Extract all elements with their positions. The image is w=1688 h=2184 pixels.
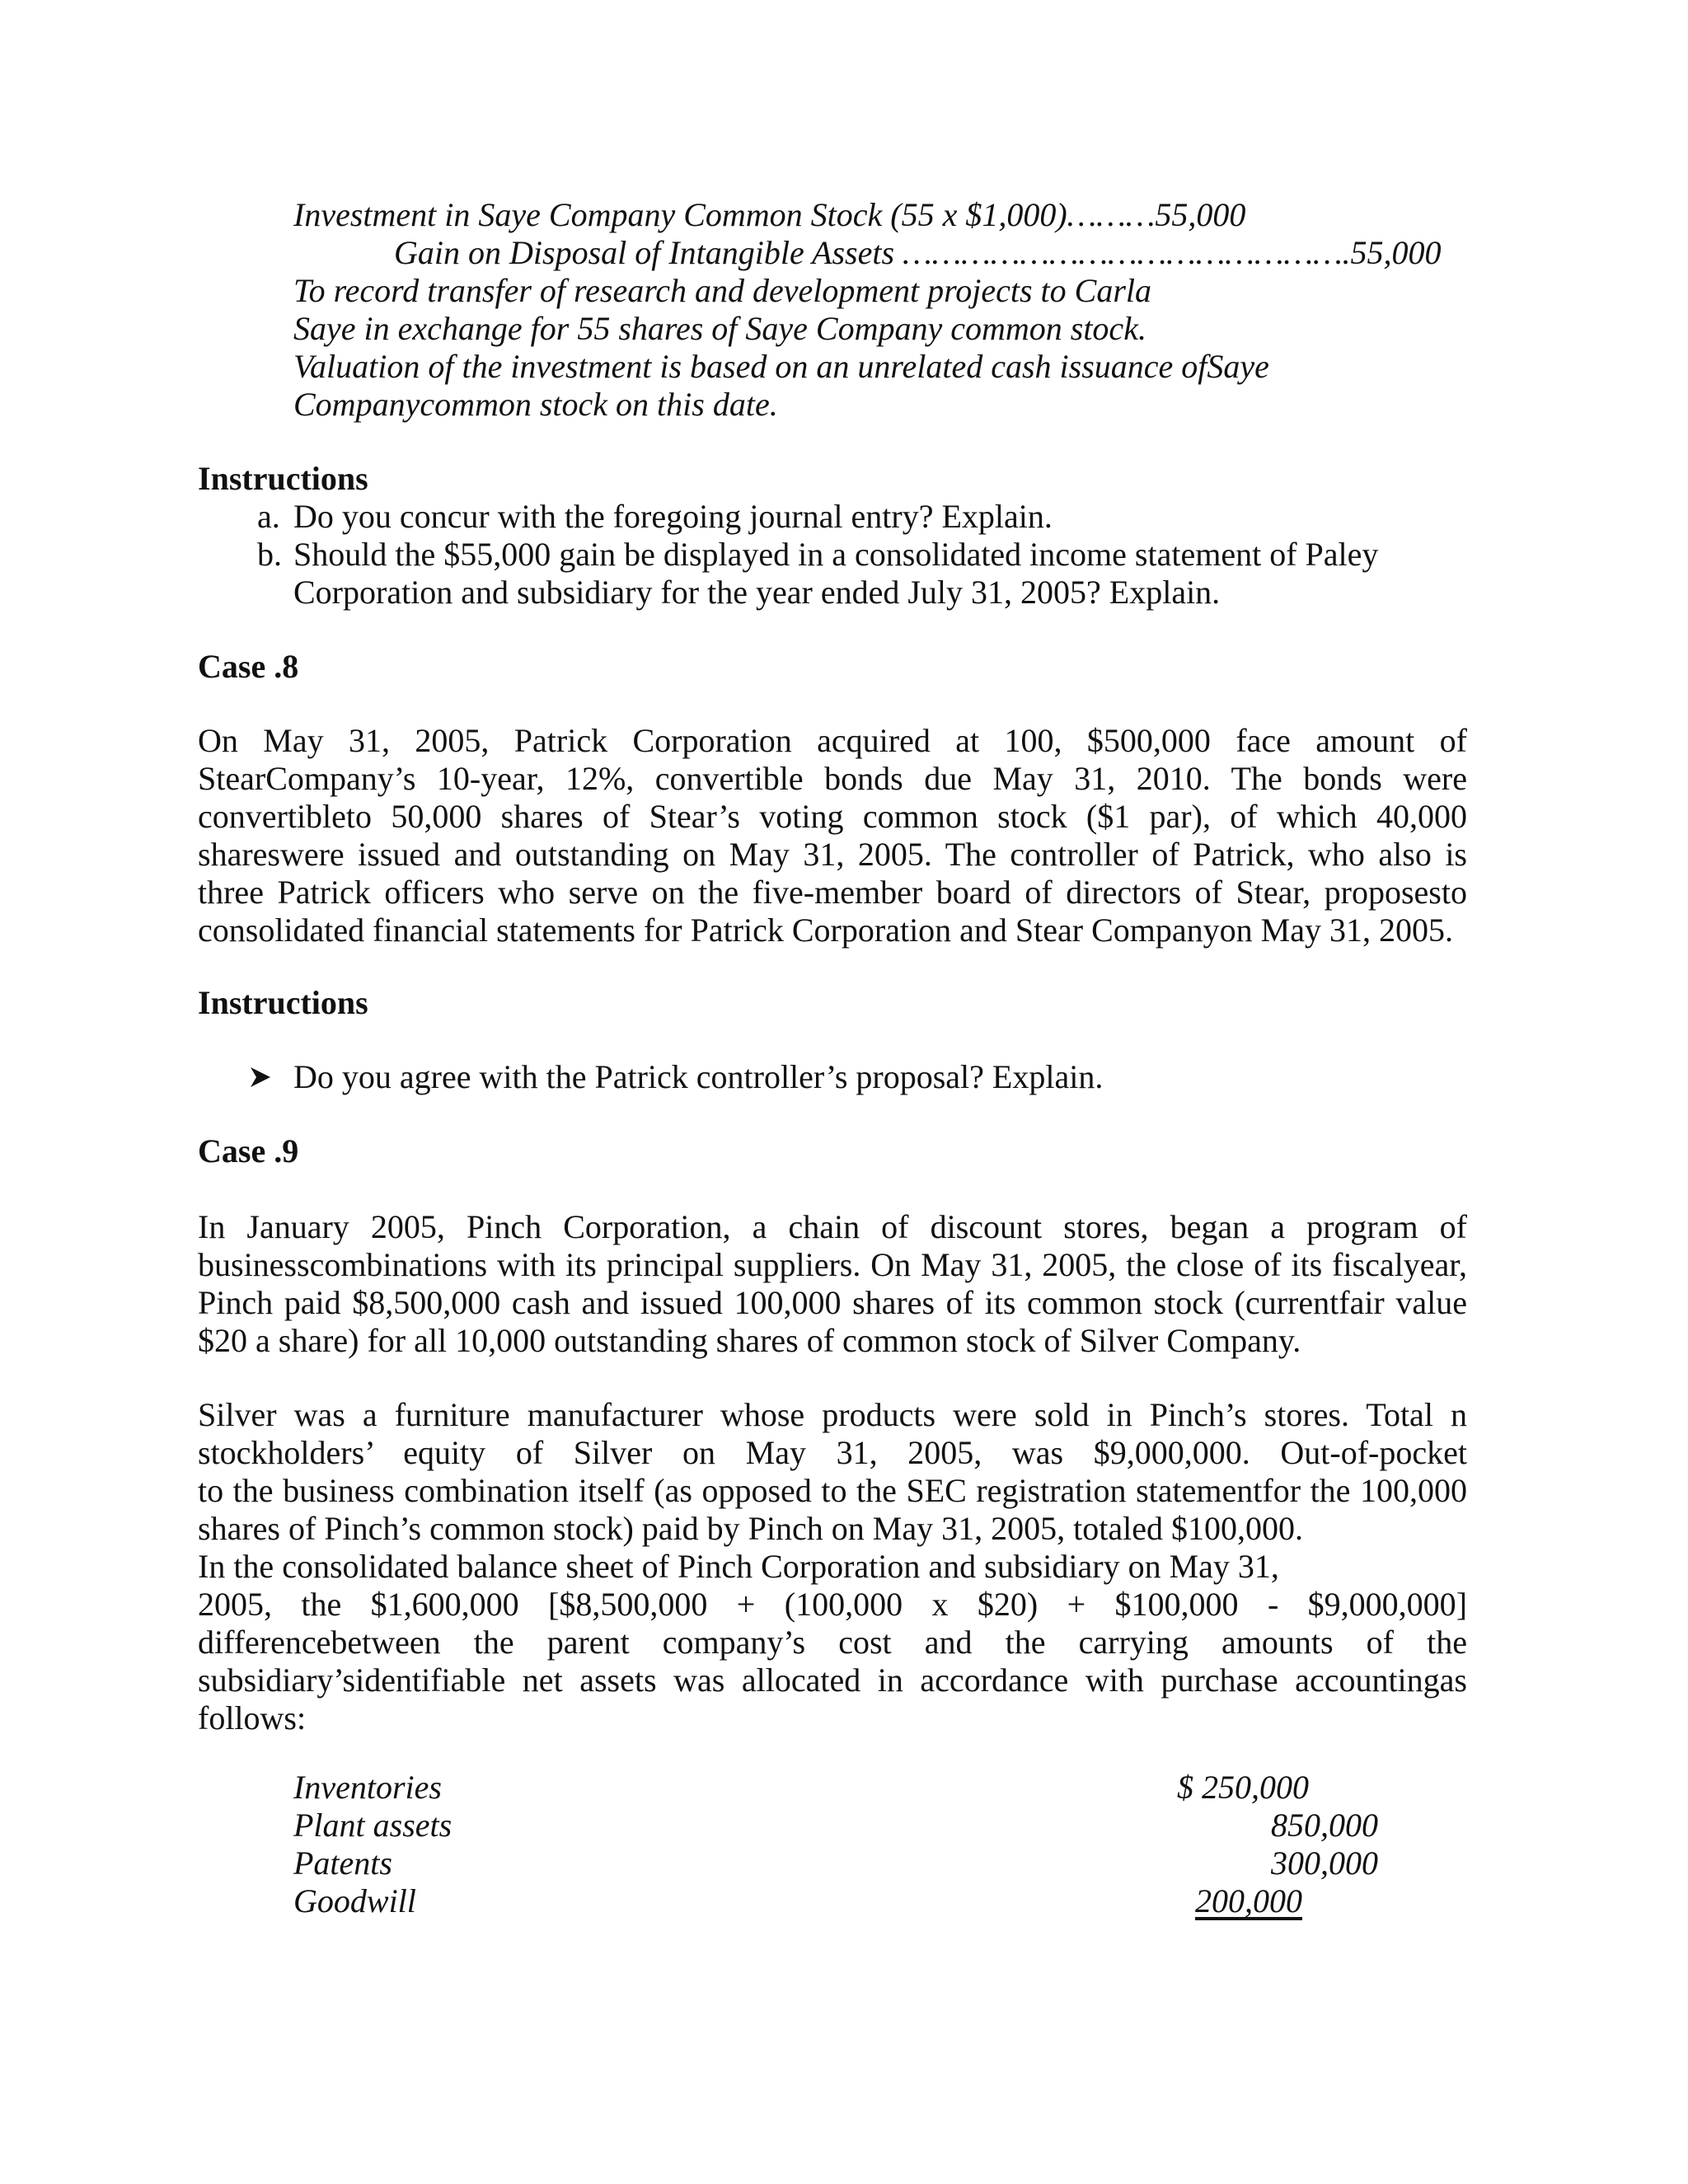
case9-paragraph3 [198,1586,1467,1737]
list-marker: a. [257,498,280,535]
paragraph-line: subsidiary’sidentifiable net assets was allocated in accordance with purchase accountingas [198,1661,1467,1699]
instructions-heading: Instructions [198,460,368,497]
journal-memo-line: To record transfer of research and development projects to Carla [293,272,1152,309]
bullet-text: Do you agree with the Patrick controller’s proposal? Explain. [293,1058,1104,1095]
paragraph-line: consolidated financial statements for Patrick Corporation and Stear Companyon May 31, 2005. [198,912,1453,949]
instructions-heading: Instructions [198,984,368,1021]
arrow-bullet-icon [247,1058,275,1096]
allocation-amount: 300,000 [1271,1844,1378,1882]
journal-memo-line: Companycommon stock on this date. [293,386,778,423]
paragraph-line: $20 a share) for all 10,000 outstanding shares of common stock of Silver Company. [198,1322,1301,1359]
paragraph-line: stockholders’ equity of Silver on May 31, 2005, was $9,000,000. Out-of-pocket [198,1434,1467,1471]
paragraph-line: follows: [198,1699,307,1736]
paragraph-line: shares of Pinch’s common stock) paid by Pinch on May 31, 2005, totaled $100,000. [198,1510,1303,1547]
list-item-text: Corporation and subsidiary for the year ended July 31, 2005? Explain. [293,574,1221,611]
paragraph-line: differencebetween the parent company’s cost and the carrying amounts of the [198,1624,1467,1661]
paragraph-line: three Patrick officers who serve on the five-member board of directors of Stear, proposesto [198,874,1467,911]
journal-memo-line: Saye in exchange for 55 shares of Saye Company common stock. [293,310,1146,347]
case9-paragraph2 [198,1396,1467,1548]
paragraph-line: shareswere issued and outstanding on May 31, 2005. The controller of Patrick, who also is [198,836,1467,873]
allocation-label: Inventories [293,1769,442,1806]
allocation-label: Plant assets [293,1807,452,1844]
allocation-label: Patents [293,1844,392,1882]
paragraph-line: StearCompany’s 10-year, 12%, convertible bonds due May 31, 2010. The bonds were [198,760,1467,797]
case-heading: Case .9 [198,1132,299,1169]
allocation-label: Goodwill [293,1882,416,1919]
list-marker: b. [257,536,282,573]
paragraph-line: Pinch paid $8,500,000 cash and issued 100,000 shares of its common stock (currentfair value [198,1284,1467,1321]
allocation-amount: 200,000 [1195,1882,1302,1919]
list-item-text: Do you concur with the foregoing journal entry? Explain. [293,498,1053,535]
journal-credit-line: Gain on Disposal of Intangible Assets ……………………………………….55,000 [394,234,1442,271]
paragraph-line: On May 31, 2005, Patrick Corporation acquired at 100, $500,000 face amount of [198,722,1467,759]
paragraph-line: convertibleto 50,000 shares of Stear’s voting common stock ($1 par), of which 40,000 [198,798,1467,835]
paragraph-line: to the business combination itself (as opposed to the SEC registration statementfor the 100,000 [198,1472,1467,1509]
paragraph-line: businesscombinations with its principal suppliers. On May 31, 2005, the close of its fiscalyear, [198,1246,1467,1283]
case-heading: Case .8 [198,648,299,685]
arrow-bullet-icon [247,1058,275,1104]
journal-memo-line: Valuation of the investment is based on an unrelated cash issuance ofSaye [293,348,1269,385]
case9-paragraph1 [198,1208,1467,1360]
paragraph-line: In January 2005, Pinch Corporation, a chain of discount stores, began a program of [198,1208,1467,1245]
paragraph-line: Silver was a furniture manufacturer whose products were sold in Pinch’s stores. Total n [198,1396,1467,1433]
allocation-amount: 850,000 [1271,1807,1378,1844]
paragraph-line: In the consolidated balance sheet of Pinch Corporation and subsidiary on May 31, [198,1548,1279,1585]
allocation-amount: $ 250,000 [1177,1769,1309,1806]
case8-paragraph [198,722,1467,949]
list-item-text: Should the $55,000 gain be displayed in a consolidated income statement of Paley [293,536,1379,573]
paragraph-line: 2005, the $1,600,000 [$8,500,000 + (100,000 x $20) + $100,000 - $9,000,000] [198,1586,1467,1623]
journal-debit-line: Investment in Saye Company Common Stock (55 x $1,000)………55,000 [293,196,1246,233]
